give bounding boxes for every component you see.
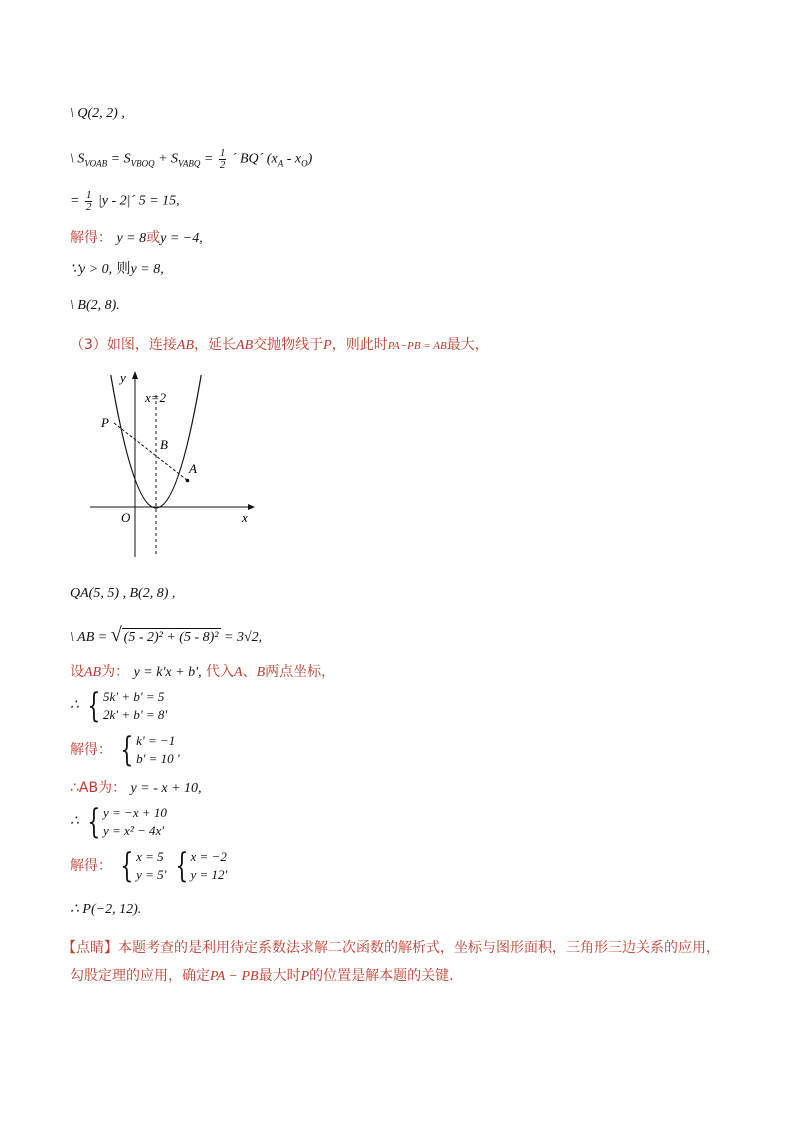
label-origin: O bbox=[121, 510, 131, 525]
line-pa bbox=[114, 423, 188, 481]
label-a: A bbox=[189, 461, 197, 476]
label-x-equals-2: x=2 bbox=[145, 390, 167, 405]
line-b-point: \ B(2, 8). bbox=[70, 298, 120, 313]
line-p-point: ∴ P(−2, 12). bbox=[70, 902, 142, 917]
line-set-ab: 设AB为： y = k'x + b', 代入A、B两点坐标， bbox=[70, 664, 336, 680]
line-q-point: \ Q(2, 2) , bbox=[70, 106, 125, 121]
line-ab-equation: ∴AB为： y = - x + 10, bbox=[70, 780, 202, 796]
fraction-half: $\frac{1}{2}$ bbox=[219, 147, 226, 171]
fraction-half-2: $\frac{1}{2}$ bbox=[85, 189, 92, 213]
line-solution-xy: 解得： { x = 5 y = 5' { x = −2 y = 12' bbox=[70, 846, 228, 886]
x-axis-arrow bbox=[248, 504, 255, 510]
line-area-value: = $\frac{1}{2}$ |y - 2|´ 5 = 15, bbox=[70, 189, 180, 213]
point-a bbox=[186, 479, 190, 483]
line-y-positive: ∵y > 0, 则y = 8, bbox=[70, 261, 164, 277]
line-ab-length: \ AB = √ (5 - 2)² + (5 - 8)² = 3√2, bbox=[70, 624, 263, 646]
comment-line-2: 勾股定理的应用，确定PA − PB最大时P的位置是解本题的关键. bbox=[70, 968, 454, 984]
line-system-2: ∴ { y = −x + 10 y = x² − 4x' bbox=[70, 802, 167, 842]
label-p: P bbox=[101, 415, 109, 430]
line-area-formula: \ $S_{VOAB} = S_{VBOQ} + S_{VABQ}$ = $\frac{1}{2}$ ´ BQ´ $(x_A - x_O)$ bbox=[70, 147, 313, 171]
y-axis-arrow bbox=[132, 371, 138, 379]
label-x: x bbox=[242, 510, 248, 525]
comment-paragraph bbox=[62, 934, 732, 991]
line-part3-intro: （3）如图，连接AB，延长AB交抛物线于P，则此时PA−PB = AB最大， bbox=[70, 337, 489, 353]
line-system-1: ∴ { 5k' + b' = 5 2k' + b' = 8' bbox=[70, 686, 168, 726]
parabola-figure bbox=[88, 365, 258, 560]
label-b: B bbox=[160, 437, 168, 452]
comment-line-1: 【点睛】本题考查的是利用待定系数法求解二次函数的解析式，坐标与图形面积，三角形三边关系的应用， bbox=[62, 940, 720, 956]
line-solve-y: 解得： y = 8或y = −4, bbox=[70, 230, 203, 246]
comment-tag: 【点睛】 bbox=[62, 940, 118, 956]
line-solution-kb: 解得： { k' = −1 b' = 10 ' bbox=[70, 730, 180, 770]
label-y: y bbox=[120, 370, 126, 385]
line-a-b-points: QA(5, 5) , B(2, 8) , bbox=[70, 586, 176, 601]
